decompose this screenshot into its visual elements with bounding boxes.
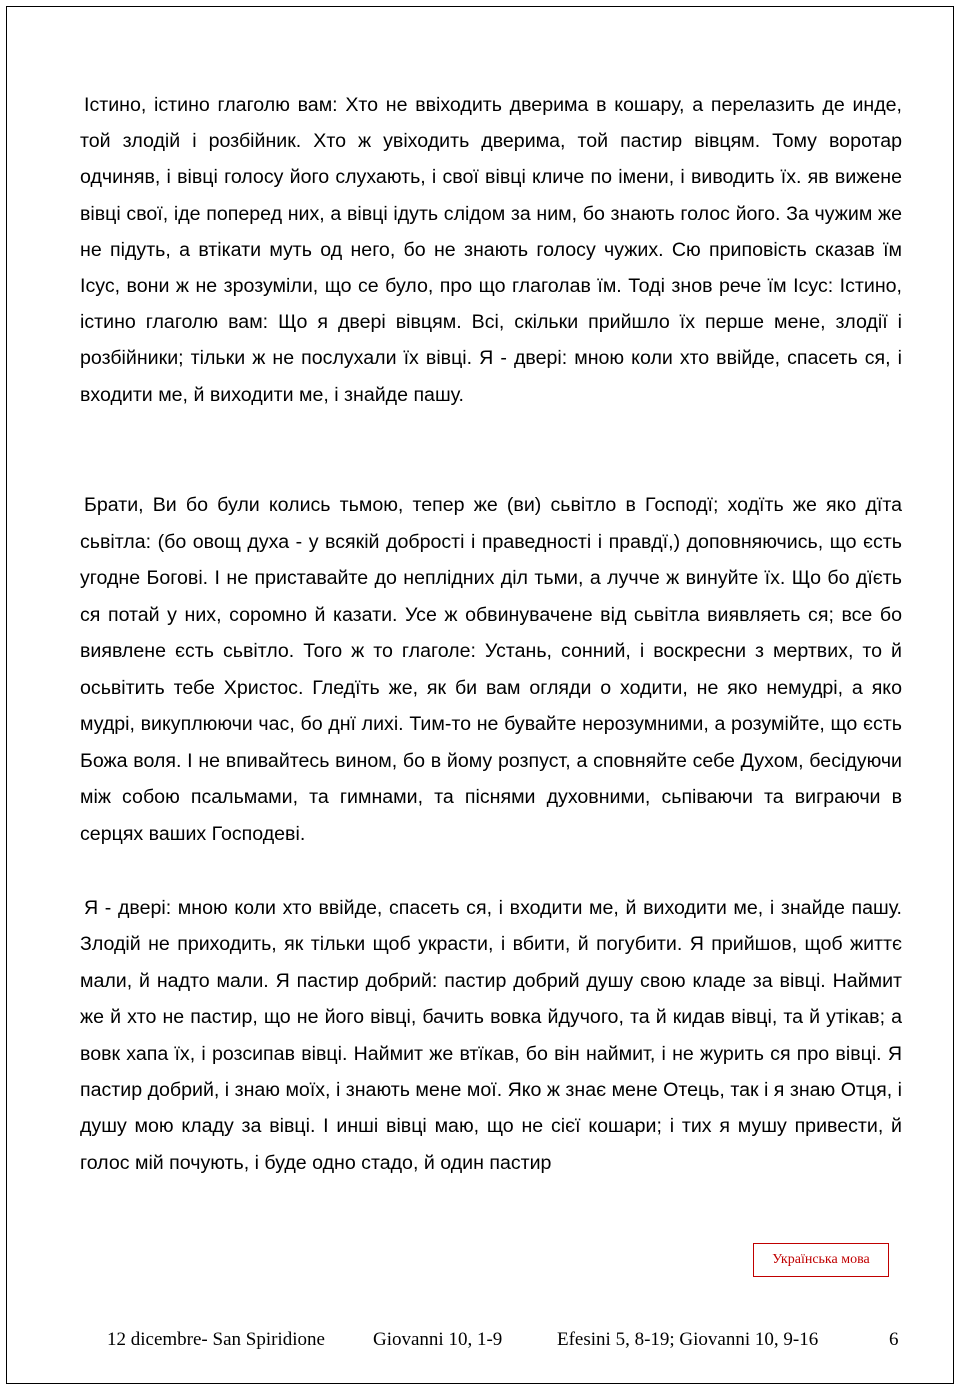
gospel-paragraph-2: Я - двері: мною коли хто ввійде, спасеть ся, і входити ме, й виходити ме, і знайде пашу. Злодій не приходить, як тільки щоб украсти, і вбити, й погубити. Я прийшов, щоб життє мали, й надто мали. Я пастир добрий: пастир добрий душу свою кладе за вівці. Наймит же й хто не пастир, що не його вівці, бачить вовка йдучого, та й кидав вівці, та й утікав; а вовк хапа їх, і розсипав вівці. Наймит же втїкав, бо він наймит, і не журить ся про вівці. Я пастир добрий, і знаю моїх, і знають мене мої. Яко ж знає мене Отець, так і я знаю Отця, і душу мою кладу за вівці. І инші вівці маю, що не сієї кошари; і тих я мушу привести, й голос мій почують, і буде одно стадо, й один пастир [80, 897, 902, 1174]
gospel-paragraph-1: Істино, істино глаголю вам: Хто не ввіходить дверима в кошару, а перелазить де инде, той злодій і розбійник. Хто ж увіходить дверима, той пастир вівцям. Тому воротар одчиняв, і вівці голосу його слухають, і свої вівці кличе по імени, і виводить їх. яв вижене вівці свої, іде поперед них, а вівці ідуть слідом за ним, бо знають голос його. За чужим же не підуть, а втікати муть од него, бо не знають голосу чужих. Сю приповість сказав їм Ісус, вони ж не зрозуміли, що се було, про що глаголав їм. Тоді знов рече їм Ісус: Істино, істино глаголю вам: Що я двері вівцям. Всі, скільки прийшло їх перше мене, злодії і розбійники; тільки ж не послухали їх вівці. Я - двері: мною коли хто ввійде, спасеть ся, і входити ме, й виходити ме, і знайде пашу. [80, 94, 902, 406]
epistle-paragraph: Брати, Ви бо були колись тьмою, тепер же (ви) сьвітло в Господї; ходїть же яко дїта сьвітла: (бо овощ духа - у всякій добрості і праведності і правдї,) доповняючись, що єсть угодне Богові. І не приставайте до неплідних діл тьми, а лучче ж винуйте їх. Що бо дїєть ся потай у них, соромно й казати. Усе ж обвинувачене від сьвітла виявляеть ся; все бо виявлене єсть сьвітло. Того ж то глаголе: Устань, сонний, і воскресни з мертвих, то й осьвітить тебе Христос. Гледїть же, як би вам огляди о ходити, не яко немудрі, а яко мудрі, викуплюючи час, бо днї лихі. Тим-то не бувайте нерозумними, а розумійте, що єсть Божа воля. І не впивайтесь вином, бо в йому розпуст, а сповняйте себе Духом, бесідуючи між собою псальмами, та гимнами, та піснями духовними, сьпіваючи та виграючи в серцях ваших Господеві. [80, 494, 902, 845]
language-label: Українська мова [753, 1243, 889, 1277]
footer-date: 12 dicembre- San Spiridione [107, 1329, 325, 1350]
page-number: 6 [889, 1329, 899, 1350]
footer-reading-2: Efesini 5, 8-19; Giovanni 10, 9-16 [557, 1329, 819, 1350]
footer-reading-1: Giovanni 10, 1-9 [373, 1329, 503, 1350]
page-footer [0, 1329, 960, 1357]
